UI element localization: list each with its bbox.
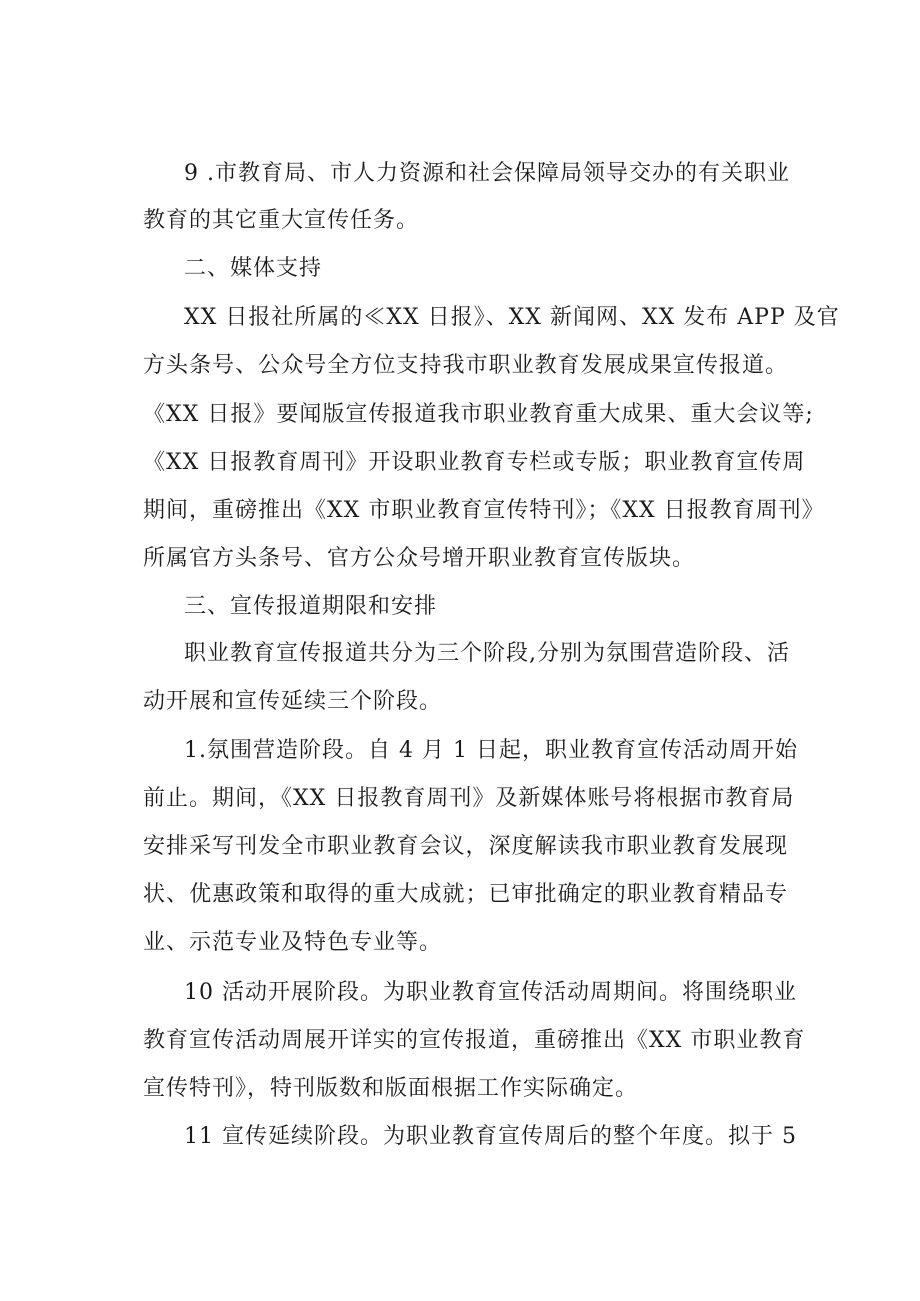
- paragraph-line: 《XX 日报教育周刊》开设职业教育专栏或专版；职业教育宣传周: [143, 450, 806, 475]
- paragraph-line: 业、示范专业及特色专业等。: [143, 930, 443, 955]
- paragraph-line: 动开展和宣传延续三个阶段。: [143, 689, 443, 714]
- section-heading: 二、媒体支持: [184, 256, 323, 281]
- paragraph-line: 职业教育宣传报道共分为三个阶段,分别为氛围营造阶段、活: [184, 641, 790, 666]
- paragraph-line: 期间，重磅推出《XX 市职业教育宣传特刊》；《XX 日报教育周刊》: [143, 498, 825, 523]
- paragraph-line: 方头条号、公众号全方位支持我市职业教育发展成果宣传报道。: [143, 353, 788, 378]
- paragraph-line: 9 .市教育局、市人力资源和社会保障局领导交办的有关职业: [184, 161, 790, 186]
- section-heading: 三、宣传报道期限和安排: [184, 594, 438, 619]
- paragraph-line: 教育宣传活动周展开详实的宣传报道，重磅推出《XX 市职业教育: [143, 1028, 806, 1053]
- paragraph-line: 宣传特刊》，特刊版数和版面根据工作实际确定。: [143, 1076, 639, 1101]
- paragraph-line: 《XX 日报》要闻版宣传报道我市职业教育重大成果、重大会议等;: [143, 402, 814, 427]
- paragraph-line: 状、优惠政策和取得的重大成就；已审批确定的职业教育精品专: [143, 882, 788, 907]
- paragraph-line: 11 宣传延续阶段。为职业教育宣传周后的整个年度。拟于 5: [184, 1124, 797, 1149]
- paragraph-line: 前止。期间，《XX 日报教育周刊》及新媒体账号将根据市教育局: [143, 786, 795, 811]
- paragraph-line: 所属官方头条号、官方公众号增开职业教育宣传版块。: [143, 546, 696, 571]
- paragraph-line: 教育的其它重大宣传任务。: [143, 208, 420, 233]
- paragraph-line: 安排采写刊发全市职业教育会议，深度解读我市职业教育发展现: [143, 834, 788, 859]
- paragraph-line: 1.氛围营造阶段。自 4 月 1 日起，职业教育宣传活动周开始: [184, 738, 798, 763]
- paragraph-line: XX 日报社所属的≪XX 日报》、XX 新闻网、XX 发布 APP 及官: [184, 305, 840, 330]
- paragraph-line: 10 活动开展阶段。为职业教育宣传活动周期间。将围绕职业: [184, 980, 797, 1005]
